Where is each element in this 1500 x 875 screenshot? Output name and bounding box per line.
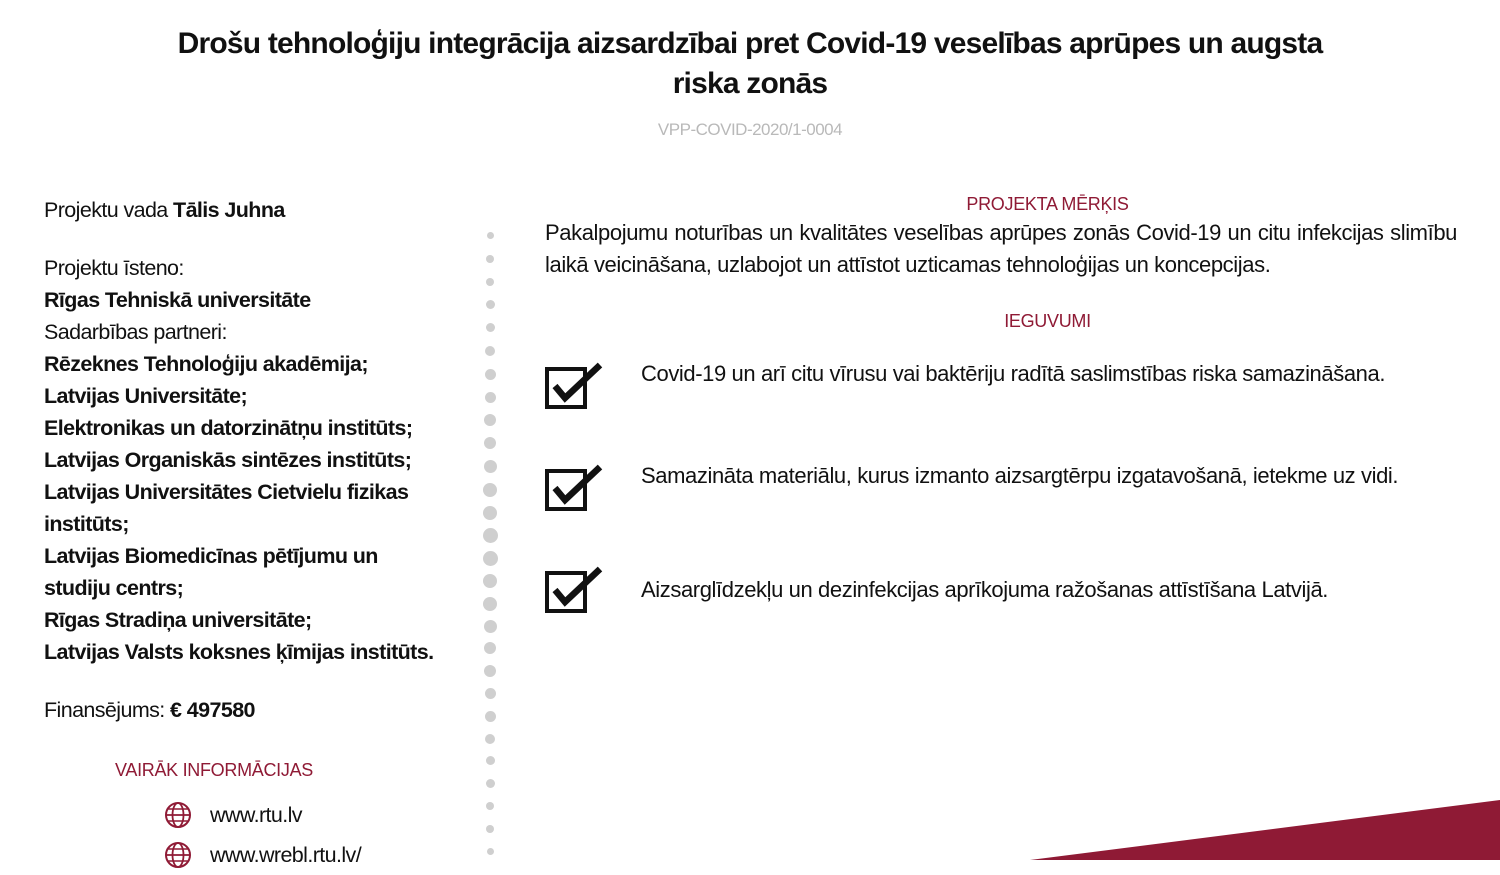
divider-dot	[486, 825, 494, 833]
more-info-title: VAIRĀK INFORMĀCIJAS	[115, 760, 313, 780]
benefit-item	[545, 460, 1457, 562]
divider-dot	[486, 802, 494, 810]
link-text[interactable]: www.wrebl.rtu.lv/	[210, 842, 362, 867]
page-title	[130, 24, 1370, 104]
partner-line: Latvijas Organiskās sintēzes institūts;	[44, 448, 412, 472]
divider-dot	[487, 232, 494, 239]
divider-dot	[485, 688, 496, 699]
link-text[interactable]: www.rtu.lv	[210, 802, 302, 827]
divider-dot	[483, 551, 498, 566]
title-line-2: riska zonās	[672, 67, 828, 100]
benefits-title: IEGUVUMI	[1004, 311, 1091, 331]
partner-line: institūts;	[44, 512, 129, 536]
divider-dot	[485, 711, 496, 722]
divider-dot	[485, 392, 496, 403]
implementer-label: Projektu īsteno:	[44, 256, 184, 280]
goal-text: Pakalpojumu noturības un kvalitātes veselības aprūpes zonās Covid-19 un citu infekcijas slimību laikā veicināšana, uzlabojot un attīstot uzticamas tehnoloģijas un koncepcijas.	[545, 220, 1457, 277]
benefit-text: Covid-19 un arī citu vīrusu vai baktēriju radītā saslimstības riska samazināšana.	[641, 361, 1386, 386]
divider-dot	[483, 574, 497, 588]
funding	[44, 694, 484, 726]
title-line-1: Drošu tehnoloģiju integrācija aizsardzībai pret Covid-19 veselības aprūpes un augsta	[177, 27, 1323, 60]
divider-dot	[486, 779, 495, 788]
benefit-item	[545, 562, 1457, 664]
partner-line: Latvijas Valsts koksnes ķīmijas institūts.	[44, 640, 434, 664]
divider-dot	[486, 278, 494, 286]
divider-dot	[486, 323, 495, 332]
project-lead-label: Projektu vada	[44, 198, 168, 222]
divider-dot	[487, 848, 494, 855]
divider-dot	[483, 506, 497, 520]
divider-dot	[483, 483, 497, 497]
link-rtu[interactable]	[44, 795, 484, 835]
partner-line: Elektronikas un datorzinātņu institūts;	[44, 416, 413, 440]
divider-dot	[486, 255, 494, 263]
partner-line: Latvijas Universitātes Cietvielu fizikas	[44, 480, 409, 504]
project-code: VPP-COVID-2020/1-0004	[657, 120, 843, 139]
divider-dot	[484, 642, 496, 654]
right-column	[545, 194, 1457, 664]
benefit-text: Samazināta materiālu, kurus izmanto aizsargtērpu izgatavošanā, ietekme uz vidi.	[641, 463, 1399, 488]
checkbox-check-icon	[545, 362, 605, 412]
partners-label: Sadarbības partneri:	[44, 320, 227, 344]
dotted-divider	[480, 232, 500, 872]
funding-label: Finansējums:	[44, 698, 165, 722]
goal-title: PROJEKTA MĒRĶIS	[966, 194, 1129, 214]
partner-line: Latvijas Biomedicīnas pētījumu un	[44, 544, 378, 568]
divider-dot	[483, 597, 497, 611]
globe-icon	[164, 801, 192, 829]
divider-dot	[485, 734, 495, 744]
divider-dot	[486, 756, 495, 765]
implementer-name: Rīgas Tehniskā universitāte	[44, 288, 311, 312]
left-column	[44, 194, 484, 875]
checkbox-check-icon	[545, 566, 605, 616]
partner-line: Rēzeknes Tehnoloģiju akadēmija;	[44, 352, 368, 376]
corner-accent	[1030, 800, 1500, 860]
divider-dot	[484, 620, 497, 633]
partner-line: Rīgas Stradiņa universitāte;	[44, 608, 312, 632]
benefit-item	[545, 358, 1457, 460]
project-lead	[44, 194, 484, 226]
divider-dot	[484, 437, 496, 449]
project-lead-name: Tālis Juhna	[173, 198, 285, 222]
divider-dot	[485, 346, 495, 356]
divider-dot	[485, 369, 496, 380]
divider-dot	[484, 665, 496, 677]
divider-dot	[484, 460, 497, 473]
benefit-text: Aizsarglīdzekļu un dezinfekcijas aprīkojuma ražošanas attīstīšana Latvijā.	[641, 577, 1328, 602]
divider-dot	[483, 528, 498, 543]
globe-icon	[164, 841, 192, 869]
partner-line: studiju centrs;	[44, 576, 184, 600]
funding-value: € 497580	[170, 698, 255, 722]
divider-dot	[484, 414, 496, 426]
checkbox-check-icon	[545, 464, 605, 514]
divider-dot	[486, 300, 495, 309]
link-wrebl[interactable]	[44, 835, 484, 875]
partner-line: Latvijas Universitāte;	[44, 384, 248, 408]
